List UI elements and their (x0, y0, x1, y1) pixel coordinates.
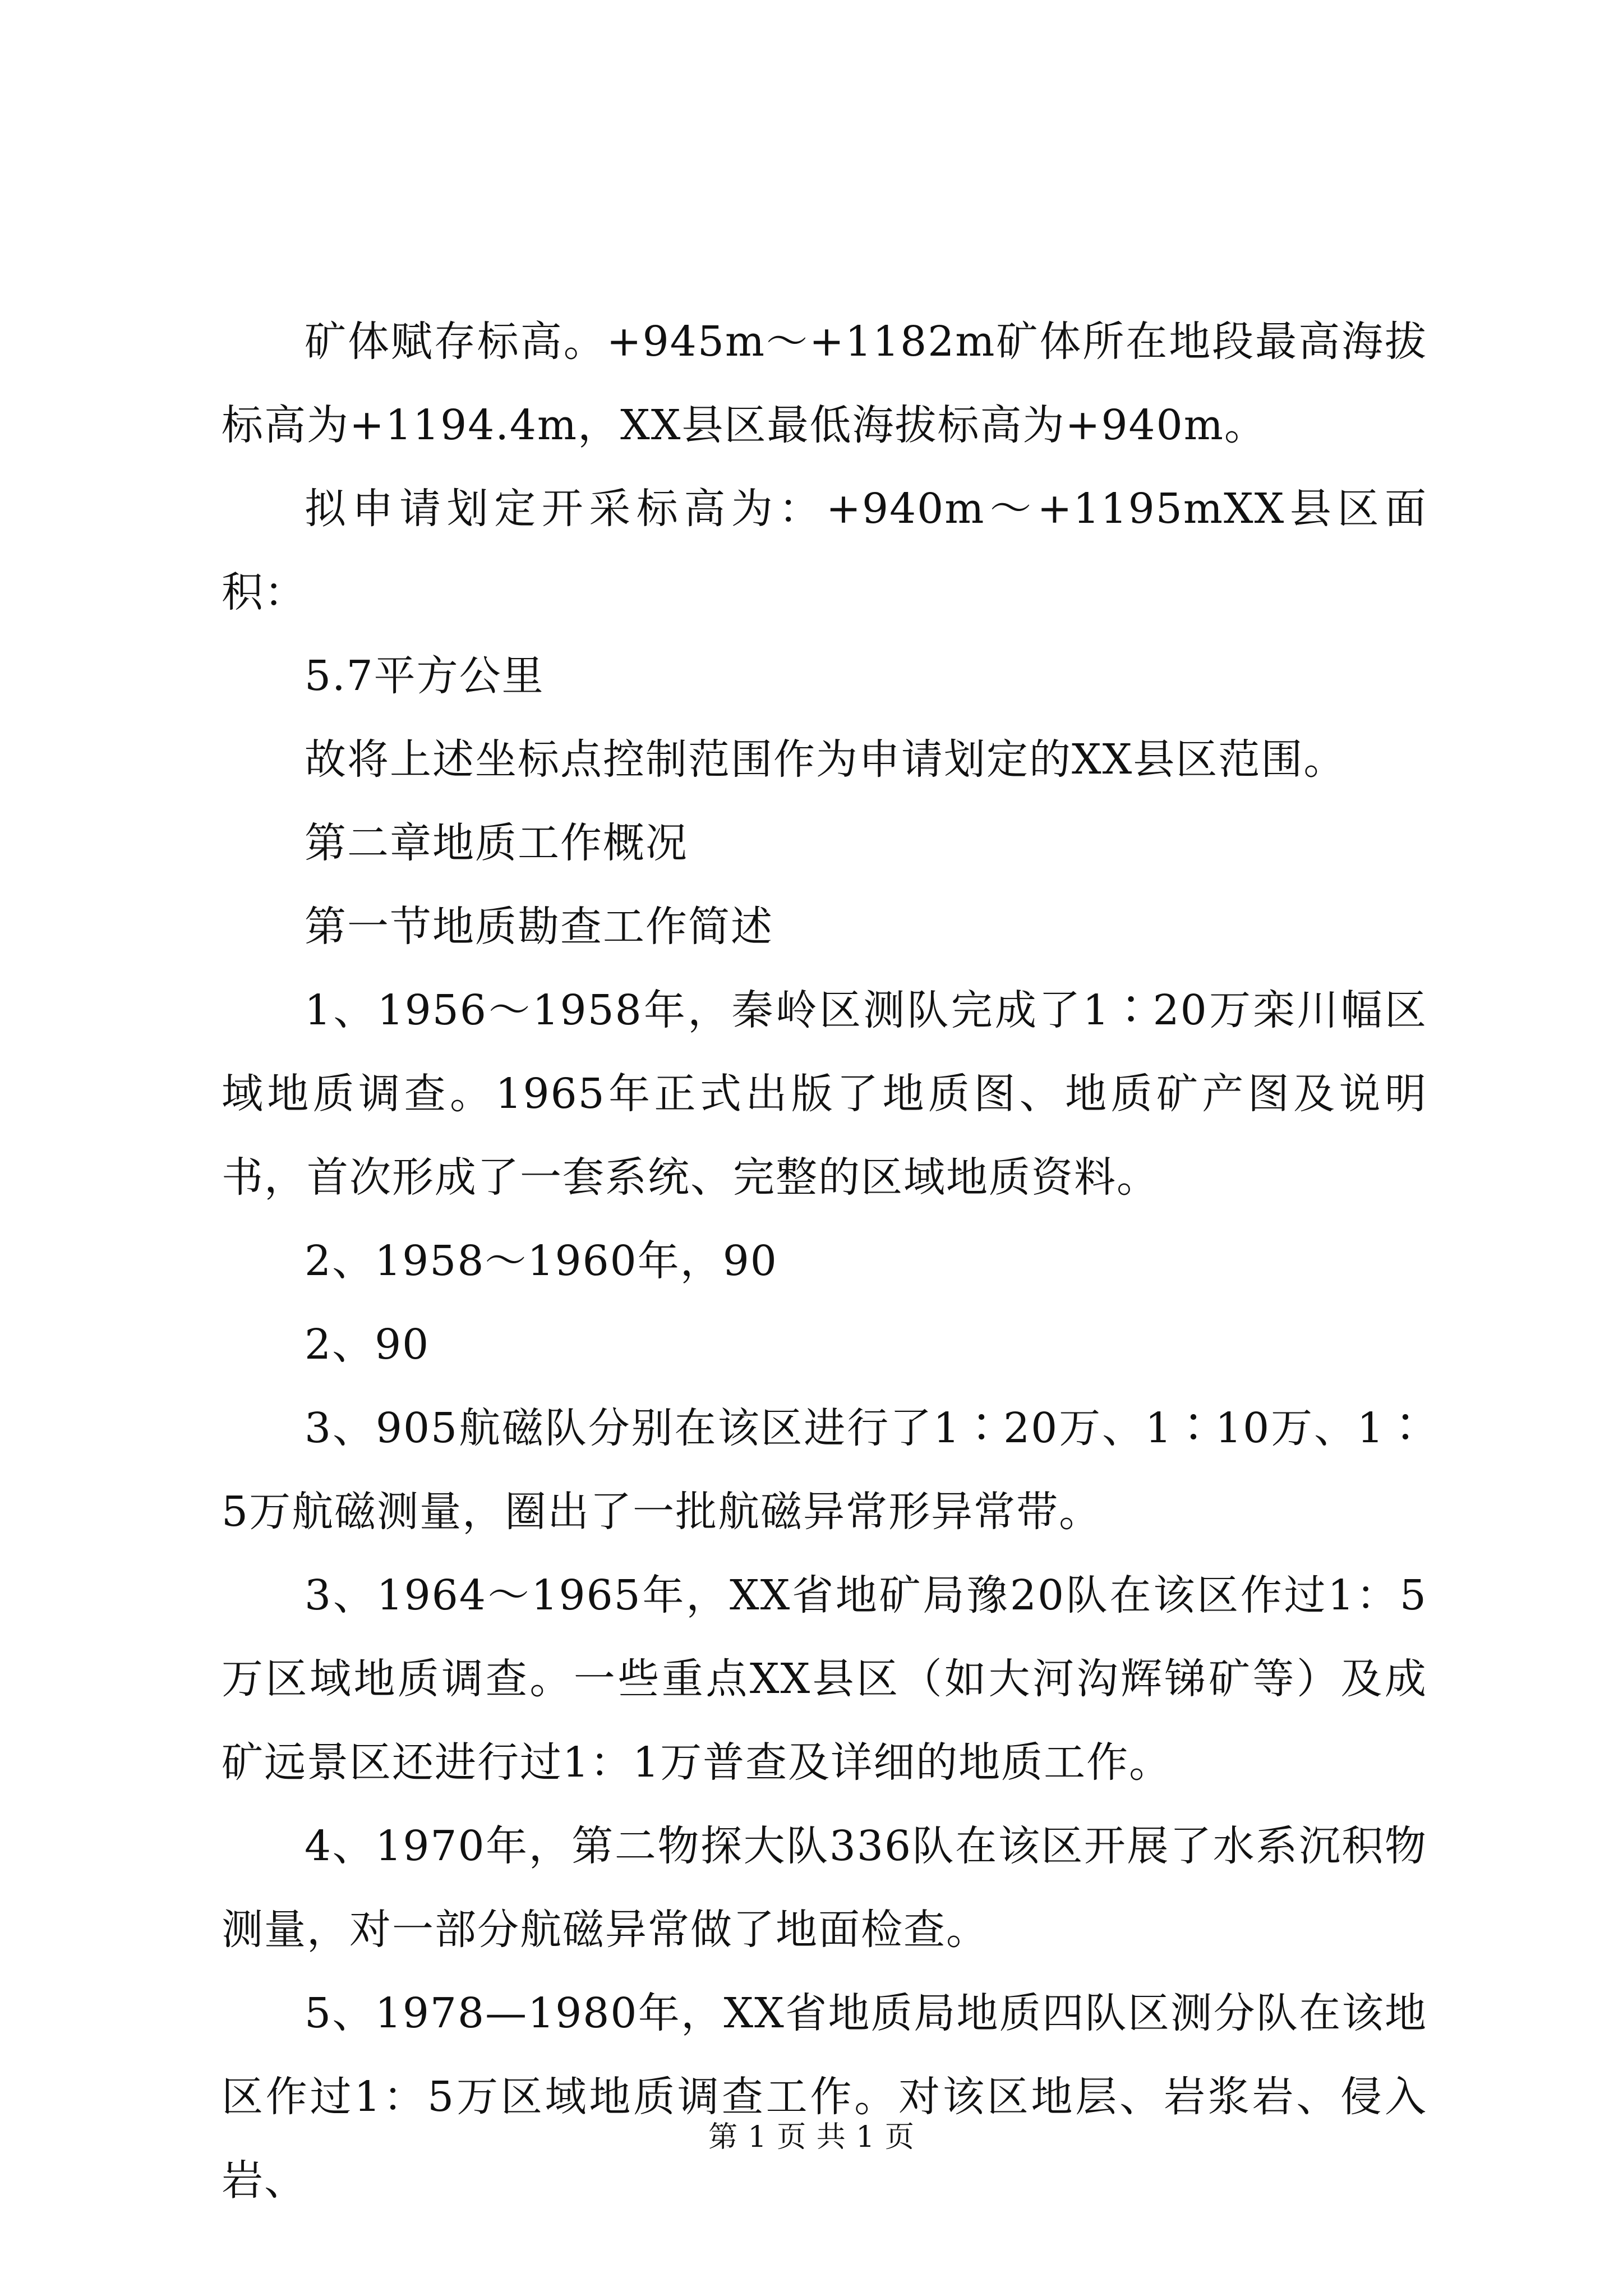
paragraph: 3、1964～1965年，XX省地矿局豫20队在该区作过1：5万区域地质调查。一些重点XX县区（如大河沟辉锑矿等）及成矿远景区还进行过1：1万普查及详细的地质工作。 (222, 1571, 1427, 1787)
paragraph: 拟申请划定开采标高为：+940m～+1195mXX县区面积： (222, 485, 1427, 616)
paragraph: 故将上述坐标点控制范围作为申请划定的XX县区范围。 (305, 735, 1347, 784)
chapter-heading: 第二章地质工作概况 (305, 819, 688, 867)
paragraph: 1、1956～1958年，秦岭区测队完成了1∶20万栾川幅区域地质调查。1965年正式出版了地质图、地质矿产图及说明书，首次形成了一套系统、完整的区域地质资料。 (222, 986, 1427, 1202)
paragraph: 4、1970年，第二物探大队336队在该区开展了水系沉积物测量，对一部分航磁异常做了地面检查。 (222, 1822, 1427, 1954)
paragraph: 2、1958～1960年，90 (305, 1237, 778, 1285)
document-body (222, 300, 1427, 2223)
paragraph: 5、1978—1980年，XX省地质局地质四队区测分队在该地区作过1：5万区域地质调查工作。对该区地层、岩浆岩、侵入岩、 (222, 1989, 1427, 2205)
paragraph: 3、905航磁队分别在该区进行了1∶20万、1∶10万、1∶5万航磁测量，圈出了一批航磁异常形异常带。 (222, 1404, 1427, 1536)
page-footer: 第 1 页 共 1 页 (708, 2120, 915, 2154)
paragraph: 5.7平方公里 (305, 652, 545, 700)
paragraph: 矿体赋存标高。+945m～+1182m矿体所在地段最高海拔标高为+1194.4m，XX县区最低海拔标高为+940m。 (222, 318, 1427, 449)
section-heading: 第一节地质勘查工作简述 (305, 903, 773, 951)
paragraph: 2、90 (305, 1320, 430, 1369)
